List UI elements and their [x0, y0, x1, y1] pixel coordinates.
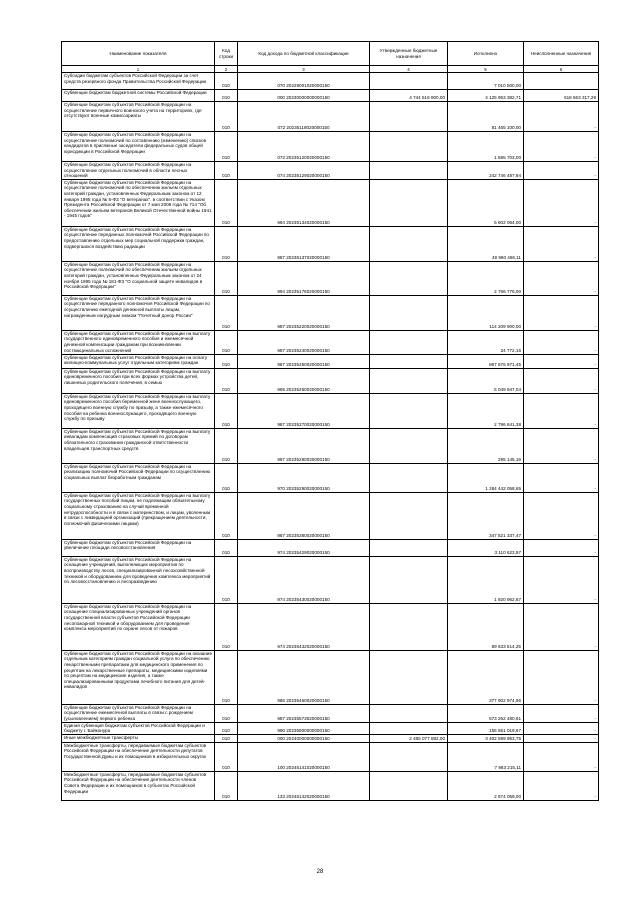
row-name-cell: Субвенции бюджетам субъектов Российской Федерации на осуществление первичного воинского учета на территориях, где отсутствуют военные комиссариаты	[62, 102, 215, 132]
row-code-cell: 010	[215, 771, 238, 800]
row-unexecuted-cell: -	[524, 603, 599, 650]
row-executed-cell: 295 145,19	[448, 428, 524, 463]
row-code-cell: 010	[215, 603, 238, 650]
row-code-cell: 010	[215, 539, 238, 556]
row-unexecuted-cell: -	[524, 650, 599, 704]
column-number: 5	[448, 66, 524, 73]
row-name-cell: Субвенции бюджетам субъектов Российской Федерации на осуществление полномочий по обеспечению жильем отдельных категорий граждан, установленных Федеральным законом от 12 января 1995 года № 5-ФЗ "О ветеранах", в соответствии с Указом Президента Российской Федерации от 7 мая 2008 года № 714 "Об обеспечении жильем ветеранов Великой Отечественной войны 1941 - 1945 годов"	[62, 179, 215, 226]
row-code-cell: 010	[215, 492, 238, 539]
row-bk-code-cell: 070 20229001020000150	[238, 73, 370, 90]
row-name-cell: Субвенции бюджетам субъектов Российской Федерации на оснащение учреждений, выполняющих мероприятия по воспроизводству лесов, специализированной лесохозяйственной техникой и оборудованием для проведения комплекса мероприятий по лесовосстановлению и лесоразведению	[62, 556, 215, 603]
table-row	[62, 722, 599, 734]
row-name-cell: Субвенции бюджетам субъектов Российской Федерации на выплату инвалидам компенсаций страховых премий по договорам обязательного страхования гражданской ответственности владельцев транспортных средств	[62, 428, 215, 463]
row-approved-cell	[370, 650, 448, 704]
table-row	[62, 463, 599, 492]
row-unexecuted-cell: -	[524, 132, 599, 162]
row-name-cell: Субвенции бюджетам субъектов Российской Федерации на реализацию полномочий Российской Федерации по осуществлению социальных выплат безработным гражданам	[62, 463, 215, 492]
row-unexecuted-cell: -	[524, 492, 599, 539]
row-name-cell: Субвенции бюджетам субъектов Российской Федерации на осуществление полномочий по обеспечению жильем отдельных категорий граждан, установленных Федеральным законом от 24 ноября 1995 года № 181-ФЗ "О социальной защите инвалидов в Российской Федерации"	[62, 261, 215, 295]
row-approved-cell	[370, 428, 448, 463]
table-row	[62, 102, 599, 132]
row-executed-cell: 2 796 641,38	[448, 393, 524, 428]
column-number-row	[62, 66, 599, 73]
row-bk-code-cell: 990 20235900000000150	[238, 722, 370, 734]
row-code-cell: 010	[215, 393, 238, 428]
row-approved-cell	[370, 771, 448, 800]
row-unexecuted-cell: -	[524, 722, 599, 734]
row-unexecuted-cell: -	[524, 771, 599, 800]
row-name-cell: Субвенции бюджетам субъектов Российской Федерации на осуществление ежемесячной выплаты в связи с рождением (усыновлением) первого ребенка	[62, 704, 215, 722]
row-approved-cell	[370, 102, 448, 132]
table-row	[62, 179, 599, 226]
row-bk-code-cell: 974 20235429020000150	[238, 539, 370, 556]
row-unexecuted-cell: -	[524, 330, 599, 354]
row-unexecuted-cell: -	[524, 428, 599, 463]
row-name-cell: Субвенции бюджетам субъектов Российской Федерации на выплату государственных пособий лицам, не подлежащим обязательному социальному страхованию на случай временной нетрудоспособности и в связи с материнством, и лицам, уволенным в связи с ликвидацией организаций (прекращением деятельности, полномочий физическими лицами)	[62, 492, 215, 539]
row-bk-code-cell: 987 20235240020000150	[238, 330, 370, 354]
row-code-cell: 010	[215, 650, 238, 704]
row-approved-cell	[370, 261, 448, 295]
row-approved-cell	[370, 295, 448, 330]
row-executed-cell: 377 902 974,96	[448, 650, 524, 704]
header-bk: Код дохода по бюджетной классификации	[238, 42, 370, 66]
table-row	[62, 90, 599, 102]
row-executed-cell: 5 049 947,04	[448, 368, 524, 393]
row-bk-code-cell: 987 20235220020000150	[238, 295, 370, 330]
row-approved-cell	[370, 539, 448, 556]
row-code-cell: 010	[215, 722, 238, 734]
row-code-cell: 010	[215, 90, 238, 102]
row-executed-cell: 242 746 487,94	[448, 162, 524, 180]
row-bk-code-cell: 987 20235250020000150	[238, 354, 370, 368]
row-bk-code-cell: 970 20235290020000150	[238, 463, 370, 492]
row-name-cell: Субвенции бюджетам субъектов Российской Федерации на осуществление переданных полномочий Российской Федерации по предоставлению отдельных мер социальной поддержки граждан, подвергшихся воздействию радиации	[62, 226, 215, 261]
row-bk-code-cell: 994 20235176020000150	[238, 261, 370, 295]
row-executed-cell: 1 284 442 058,65	[448, 463, 524, 492]
row-name-cell: Субвенции бюджетам субъектов Российской Федерации на оснащение специализированных учреждений органов государственной власти субъектов Российской Федерации лесопожарной техникой и оборудованием для проведения комплекса мероприятий по охране лесов от пожаров	[62, 603, 215, 650]
row-executed-cell: 573 262 480,61	[448, 704, 524, 722]
table-row	[62, 556, 599, 603]
table-row	[62, 393, 599, 428]
row-unexecuted-cell: -	[524, 393, 599, 428]
row-approved-cell	[370, 162, 448, 180]
row-approved-cell	[370, 492, 448, 539]
column-number: 4	[370, 66, 448, 73]
row-executed-cell: 155 551 019,67	[448, 722, 524, 734]
row-name-cell: Субвенции бюджетам субъектов Российской Федерации на выплату единовременного пособия при всех формах устройства детей, лишенных родительского попечения, в семью	[62, 368, 215, 393]
row-bk-code-cell: 100 20245141020000150	[238, 742, 370, 771]
row-approved-cell: 2 465 077 882,00	[370, 734, 448, 742]
row-executed-cell: 49 960 466,11	[448, 226, 524, 261]
row-name-cell: Субвенции бюджетам субъектов Российской Федерации на осуществление переданного полномочия Российской Федерации по осуществлению ежегодной денежной выплаты лицам, награжденным нагрудным знаком "Почетный донор России"	[62, 295, 215, 330]
row-name-cell: Межбюджетные трансферты, передаваемые бюджетам субъектов Российской Федерации на обеспечение деятельности членов Совета Федерации и их помощников в субъектах Российской Федерации	[62, 771, 215, 800]
row-name-cell: Субвенции бюджетам субъектов Российской Федерации на осуществление отдельных полномочий в области лесных отношений	[62, 162, 215, 180]
table-row	[62, 742, 599, 771]
row-executed-cell: 81 465 100,00	[448, 102, 524, 132]
header-unexec: Неисполненные назначения	[524, 42, 599, 66]
row-unexecuted-cell: -	[524, 539, 599, 556]
row-executed-cell: 7 010 500,00	[448, 73, 524, 90]
row-name-cell: Субвенции бюджетам субъектов Российской Федерации на увеличение площади лесовосстановления	[62, 539, 215, 556]
table-row	[62, 428, 599, 463]
row-name-cell: Субвенции бюджетам субъектов Российской Федерации на осуществление полномочий по составлению (изменению) списков кандидатов в присяжные заседатели федеральных судов общей юрисдикции в Российской Федерации	[62, 132, 215, 162]
row-approved-cell: 4 744 516 800,00	[370, 90, 448, 102]
row-approved-cell	[370, 463, 448, 492]
row-code-cell: 010	[215, 742, 238, 771]
row-approved-cell	[370, 354, 448, 368]
row-approved-cell	[370, 704, 448, 722]
row-name-cell: Субвенции бюджетам субъектов Российской Федерации на выплату государственного единовременного пособия и ежемесячной денежной компенсации гражданам при возникновении поствакцинальных осложнений	[62, 330, 215, 354]
table-row	[62, 650, 599, 704]
column-number: 3	[238, 66, 370, 73]
row-approved-cell	[370, 722, 448, 734]
row-code-cell: 010	[215, 226, 238, 261]
row-bk-code-cell: 987 20235573020000150	[238, 704, 370, 722]
row-executed-cell: 7 983 215,11	[448, 742, 524, 771]
row-approved-cell	[370, 73, 448, 90]
header-row	[62, 42, 599, 66]
table-row	[62, 704, 599, 722]
header-code: Код строки	[215, 42, 238, 66]
row-unexecuted-cell: -	[524, 179, 599, 226]
row-unexecuted-cell: -	[524, 102, 599, 132]
row-name-cell: Иные межбюджетные трансферты	[62, 734, 215, 742]
column-number: 6	[524, 66, 599, 73]
row-unexecuted-cell: -	[524, 162, 599, 180]
row-executed-cell: 89 633 514,25	[448, 603, 524, 650]
table-row	[62, 492, 599, 539]
row-code-cell: 010	[215, 354, 238, 368]
row-name-cell: Субвенции бюджетам бюджетной системы Российской Федерации	[62, 90, 215, 102]
row-bk-code-cell: 000 20230000000000150	[238, 90, 370, 102]
row-bk-code-cell: 986 20235460020000150	[238, 650, 370, 704]
row-code-cell: 010	[215, 704, 238, 722]
row-unexecuted-cell: -	[524, 463, 599, 492]
row-executed-cell: 2 674 059,00	[448, 771, 524, 800]
row-executed-cell: 2 766 776,00	[448, 261, 524, 295]
row-code-cell: 010	[215, 463, 238, 492]
row-bk-code-cell: 987 20235270020000150	[238, 393, 370, 428]
row-name-cell: Субвенции бюджетам субъектов Российской Федерации на оплату жилищно-коммунальных услуг отдельным категориям граждан	[62, 354, 215, 368]
header-exec: Исполнено	[448, 42, 524, 66]
row-name-cell: Субсидии бюджетам субъектов Российской Федерации за счет средств резервного фонда Правительства Российской Федерации	[62, 73, 215, 90]
row-bk-code-cell: 969 20235260020000150	[238, 368, 370, 393]
table-row	[62, 162, 599, 180]
table-row	[62, 226, 599, 261]
table-row	[62, 330, 599, 354]
row-code-cell: 010	[215, 102, 238, 132]
row-code-cell: 010	[215, 428, 238, 463]
row-executed-cell: 3 110 623,97	[448, 539, 524, 556]
row-bk-code-cell: 072 20235120020000150	[238, 132, 370, 162]
row-approved-cell	[370, 179, 448, 226]
table-row	[62, 368, 599, 393]
row-name-cell: Субвенции бюджетам субъектов Российской Федерации на выплату единовременного пособия беременной жене военнослужащего, проходящего военную службу по призыву, а также ежемесячного пособия на ребенка военнослужащего, проходящего военную службу по призыву	[62, 393, 215, 428]
row-unexecuted-cell	[524, 73, 599, 90]
row-unexecuted-cell: -	[524, 704, 599, 722]
row-name-cell: Единая субвенция бюджетам субъектов Российской Федерации и бюджету г. Байконура	[62, 722, 215, 734]
row-unexecuted-cell: -	[524, 556, 599, 603]
row-unexecuted-cell: -	[524, 354, 599, 368]
row-code-cell: 010	[215, 132, 238, 162]
row-code-cell: 010	[215, 179, 238, 226]
row-unexecuted-cell: -	[524, 295, 599, 330]
row-executed-cell: 3 402 599 953,75	[448, 734, 524, 742]
row-approved-cell	[370, 368, 448, 393]
budget-execution-table	[61, 41, 599, 801]
row-code-cell: 010	[215, 330, 238, 354]
row-bk-code-cell: 987 20235280020000150	[238, 428, 370, 463]
column-number: 1	[62, 66, 215, 73]
row-executed-cell: 1 920 962,67	[448, 556, 524, 603]
row-bk-code-cell: 974 20235432020000150	[238, 603, 370, 650]
table-row	[62, 354, 599, 368]
row-executed-cell: 1 585 703,00	[448, 132, 524, 162]
row-unexecuted-cell: -	[524, 261, 599, 295]
table-row	[62, 734, 599, 742]
row-code-cell: 010	[215, 261, 238, 295]
row-bk-code-cell: 994 20235134020000150	[238, 179, 370, 226]
row-code-cell: 010	[215, 162, 238, 180]
row-unexecuted-cell: -	[524, 734, 599, 742]
row-approved-cell	[370, 226, 448, 261]
row-bk-code-cell: 072 20235118020000150	[238, 102, 370, 132]
row-executed-cell: 114 209 900,00	[448, 295, 524, 330]
row-executed-cell: 4 125 953 382,71	[448, 90, 524, 102]
column-number: 2	[215, 66, 238, 73]
row-unexecuted-cell: -	[524, 226, 599, 261]
row-bk-code-cell: 133 20245142020000150	[238, 771, 370, 800]
table-row	[62, 539, 599, 556]
row-bk-code-cell: 987 20235137020000150	[238, 226, 370, 261]
row-approved-cell	[370, 330, 448, 354]
row-unexecuted-cell: -	[524, 742, 599, 771]
page-number: 28	[316, 869, 324, 875]
row-approved-cell	[370, 556, 448, 603]
row-unexecuted-cell: -	[524, 368, 599, 393]
table-row	[62, 771, 599, 800]
table-row	[62, 73, 599, 90]
row-bk-code-cell: 000 20240000000000150	[238, 734, 370, 742]
table-row	[62, 603, 599, 650]
row-code-cell: 010	[215, 368, 238, 393]
row-executed-cell: 347 521 337,47	[448, 492, 524, 539]
header-approved: Утвержденные бюджетные назначения	[370, 42, 448, 66]
row-bk-code-cell: 987 20235380020000150	[238, 492, 370, 539]
row-bk-code-cell: 974 20235430020000150	[238, 556, 370, 603]
row-approved-cell	[370, 393, 448, 428]
row-executed-cell: 867 676 971,45	[448, 354, 524, 368]
row-approved-cell	[370, 742, 448, 771]
row-code-cell: 010	[215, 295, 238, 330]
row-code-cell: 010	[215, 73, 238, 90]
row-executed-cell: 24 772,16	[448, 330, 524, 354]
row-name-cell: Межбюджетные трансферты, передаваемые бюджетам субъектов Российской Федерации на обеспечение деятельности депутатов Государственной Думы и их помощников в избирательных округах	[62, 742, 215, 771]
row-name-cell: Субвенции бюджетам субъектов Российской Федерации на оказание отдельным категориям граждан социальной услуги по обеспечению лекарственными препаратами для медицинского применения по рецептам на лекарственные препараты, медицинскими изделиями по рецептам на медицинские изделия, а также специализированными продуктами лечебного питания для детей-инвалидов	[62, 650, 215, 704]
row-code-cell: 010	[215, 556, 238, 603]
row-approved-cell	[370, 132, 448, 162]
table-row	[62, 295, 599, 330]
table-row	[62, 132, 599, 162]
header-name: Наименование показателя	[62, 42, 215, 66]
row-bk-code-cell: 074 20235129020000150	[238, 162, 370, 180]
row-approved-cell	[370, 603, 448, 650]
row-code-cell: 010	[215, 734, 238, 742]
table-row	[62, 261, 599, 295]
row-executed-cell: 5 602 064,00	[448, 179, 524, 226]
row-unexecuted-cell: 618 563 317,29	[524, 90, 599, 102]
